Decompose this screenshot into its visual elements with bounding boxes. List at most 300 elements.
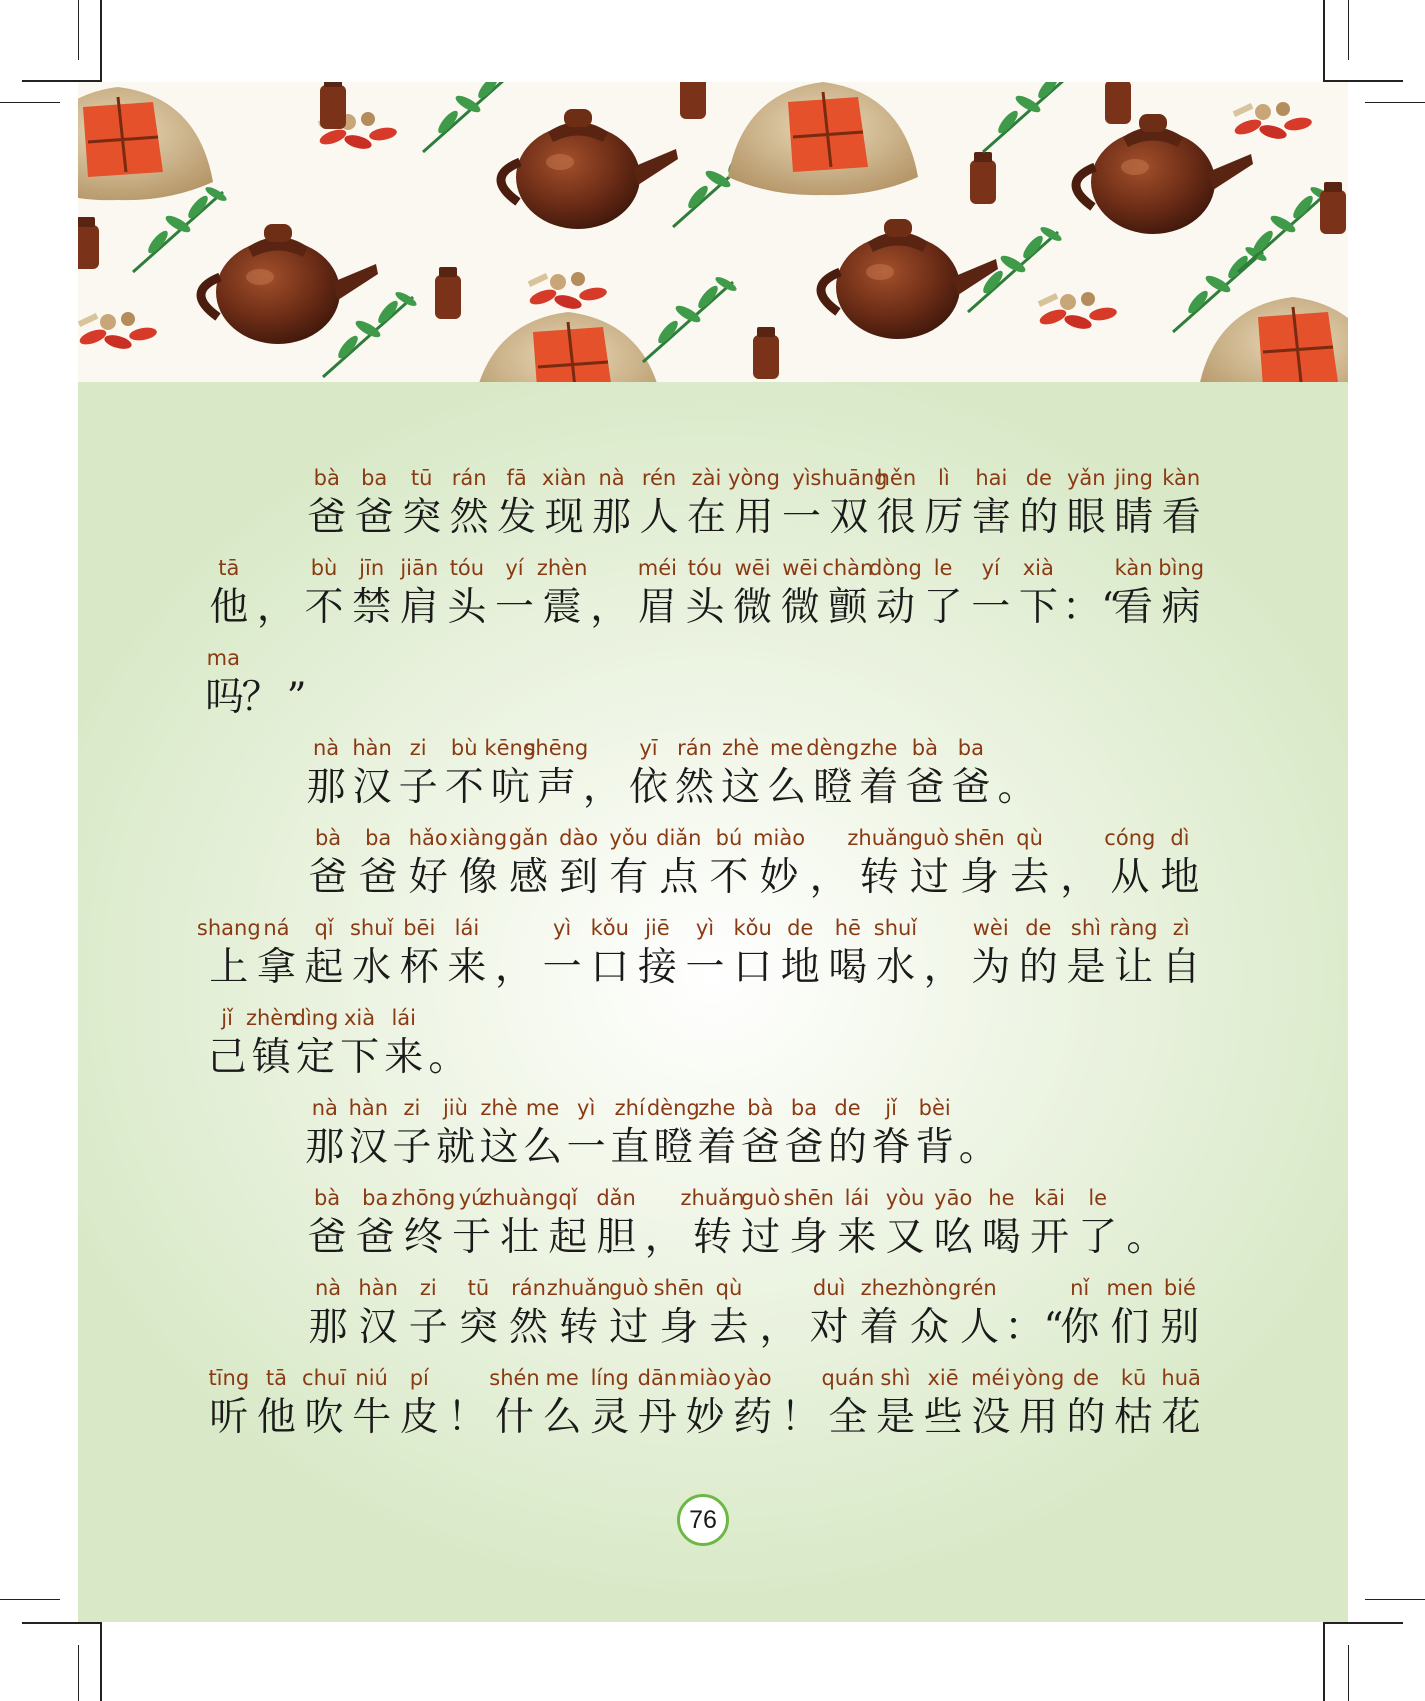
hanzi-character: 瞪 xyxy=(813,765,853,810)
pinyin-syllable: le xyxy=(1088,1186,1108,1210)
crop-mark-top-right-h2 xyxy=(1365,102,1425,103)
hanzi-character: 们 xyxy=(1110,1305,1150,1350)
hanzi-character: 病 xyxy=(1161,585,1201,630)
pinyin-syllable: shuǐ xyxy=(873,916,918,940)
hanzi-character: 又 xyxy=(885,1215,925,1260)
pinyin-syllable: qǐ xyxy=(558,1186,578,1210)
pinyin-syllable: yòu xyxy=(885,1186,925,1210)
hanzi-character: 到 xyxy=(559,855,599,900)
pinyin-syllable: ràng xyxy=(1109,916,1158,940)
hanzi-character: 是 xyxy=(875,1395,915,1440)
pinyin-syllable: bà xyxy=(313,1186,341,1210)
hanzi-character: 着 xyxy=(859,765,899,810)
hanzi-character: ” xyxy=(286,675,307,720)
hanzi-character: 己 xyxy=(207,1035,247,1080)
hanzi-character: 然 xyxy=(675,765,715,810)
hanzi-character: 的 xyxy=(1066,1395,1106,1440)
crop-mark-top-left-v2 xyxy=(78,0,79,60)
hanzi-character: 么 xyxy=(523,1125,563,1170)
pinyin-syllable: zhuǎn xyxy=(546,1276,611,1300)
text-line xyxy=(303,1183,1170,1273)
pinyin-syllable: quán xyxy=(821,1366,875,1390)
pinyin-syllable: jǐ xyxy=(221,1006,233,1030)
pinyin-syllable: me xyxy=(769,736,804,760)
pinyin-syllable: lái xyxy=(844,1186,870,1210)
crop-mark-bottom-right-v xyxy=(1323,1622,1325,1701)
pinyin-syllable: zhuàng xyxy=(481,1186,559,1210)
pinyin-syllable: xià xyxy=(344,1006,376,1030)
pinyin-syllable: bù xyxy=(310,556,338,580)
hanzi-character: 来 xyxy=(837,1215,877,1260)
hanzi-character: 眉 xyxy=(637,585,677,630)
hanzi-character: 花 xyxy=(1161,1395,1201,1440)
hanzi-character: 瞪 xyxy=(653,1125,693,1170)
hanzi-character: 下 xyxy=(1018,585,1058,630)
pinyin-syllable: shang xyxy=(196,916,261,940)
pinyin-syllable: zi xyxy=(403,1096,421,1120)
hanzi-character: 直 xyxy=(610,1125,650,1170)
pinyin-syllable: yòng xyxy=(728,466,780,490)
pinyin-syllable: qù xyxy=(715,1276,743,1300)
crop-mark-bottom-left-h xyxy=(22,1622,102,1624)
hanzi-character: ， xyxy=(1060,855,1100,900)
pinyin-syllable: me xyxy=(525,1096,560,1120)
hanzi-character: 。 xyxy=(958,1125,998,1170)
hanzi-character: 。 xyxy=(428,1035,468,1080)
hanzi-character: 药 xyxy=(733,1395,773,1440)
hanzi-character: 镇 xyxy=(251,1035,291,1080)
hanzi-character: 的 xyxy=(1018,945,1058,990)
pinyin-syllable: dì xyxy=(1170,826,1190,850)
hanzi-character: 爸 xyxy=(354,495,394,540)
hanzi-character: 像 xyxy=(458,855,498,900)
hanzi-character: 是 xyxy=(1066,945,1106,990)
pinyin-syllable: rén xyxy=(962,1276,997,1300)
pinyin-syllable: shēng xyxy=(524,736,589,760)
pinyin-syllable: zhe xyxy=(860,736,898,760)
pinyin-syllable: me xyxy=(545,1366,579,1390)
pinyin-syllable: yì xyxy=(792,466,811,490)
pinyin-syllable: chàn xyxy=(822,556,874,580)
pinyin-syllable: rán xyxy=(511,1276,546,1300)
pinyin-syllable: zhuǎn xyxy=(680,1186,745,1210)
pinyin-syllable: pí xyxy=(409,1366,429,1390)
pinyin-syllable: zì xyxy=(1172,916,1190,940)
pinyin-syllable: nà xyxy=(314,1276,342,1300)
hanzi-character: 子 xyxy=(398,765,438,810)
pinyin-syllable: rán xyxy=(677,736,712,760)
hanzi-character: 灵 xyxy=(590,1395,630,1440)
pinyin-syllable: cóng xyxy=(1104,826,1156,850)
pinyin-syllable: hàn xyxy=(358,1276,398,1300)
pinyin-syllable: zhí xyxy=(614,1096,645,1120)
hanzi-character: 什 xyxy=(495,1395,535,1440)
hanzi-character: 妙 xyxy=(759,855,799,900)
hanzi-character: 一 xyxy=(971,585,1011,630)
hanzi-character: 你 xyxy=(1060,1305,1100,1350)
hanzi-character: 众 xyxy=(909,1305,949,1350)
hanzi-character: 头 xyxy=(685,585,725,630)
pinyin-syllable: kàn xyxy=(1114,556,1153,580)
crop-mark-bottom-left-h2 xyxy=(0,1599,60,1600)
pinyin-syllable: yòng xyxy=(1012,1366,1065,1390)
hanzi-character: 。 xyxy=(1126,1215,1166,1260)
pinyin-syllable: dìng xyxy=(292,1006,339,1030)
pinyin-syllable: lì xyxy=(938,466,950,490)
hanzi-character: 双 xyxy=(829,495,869,540)
pinyin-syllable: bēi xyxy=(403,916,436,940)
hanzi-character: 用 xyxy=(1018,1395,1058,1440)
hanzi-character: 一 xyxy=(566,1125,606,1170)
hanzi-character: 吆 xyxy=(933,1215,973,1260)
hanzi-character: 身 xyxy=(659,1305,699,1350)
hanzi-character: 让 xyxy=(1114,945,1154,990)
hanzi-character: ， xyxy=(256,585,296,630)
pinyin-syllable: duì xyxy=(812,1276,846,1300)
hanzi-character: 突 xyxy=(402,495,442,540)
hanzi-character: 一 xyxy=(542,945,582,990)
hanzi-character: 起 xyxy=(548,1215,588,1260)
hanzi-character: 一 xyxy=(685,945,725,990)
hanzi-character: 了 xyxy=(923,585,963,630)
hanzi-character: 禁 xyxy=(352,585,392,630)
pinyin-syllable: bà xyxy=(314,826,342,850)
hanzi-character: 好 xyxy=(408,855,448,900)
pinyin-syllable: gǎn xyxy=(508,826,549,850)
pinyin-syllable: de xyxy=(834,1096,861,1120)
hanzi-character: 微 xyxy=(733,585,773,630)
pinyin-syllable: bú xyxy=(715,826,743,850)
hanzi-character: 爸 xyxy=(740,1125,780,1170)
hanzi-character: 来 xyxy=(447,945,487,990)
page-number: 76 xyxy=(677,1494,729,1546)
pinyin-syllable: shēn xyxy=(783,1186,834,1210)
pinyin-syllable: diǎn xyxy=(656,826,702,850)
pinyin-syllable: hàn xyxy=(348,1096,389,1120)
pinyin-syllable: jiē xyxy=(645,916,670,940)
hanzi-character: 汉 xyxy=(358,1305,398,1350)
hanzi-character: 爸 xyxy=(355,1215,395,1260)
pinyin-syllable: shēn xyxy=(653,1276,705,1300)
pinyin-syllable: ná xyxy=(263,916,290,940)
hanzi-character: 来 xyxy=(384,1035,424,1080)
hanzi-character: 依 xyxy=(628,765,668,810)
pinyin-syllable: yí xyxy=(981,556,1000,580)
pinyin-syllable: bà xyxy=(911,736,938,760)
pinyin-syllable: jiù xyxy=(442,1096,468,1120)
crop-mark-bottom-right-v2 xyxy=(1348,1645,1349,1701)
hanzi-character: 全 xyxy=(828,1395,868,1440)
hanzi-character: 他 xyxy=(256,1395,296,1440)
pinyin-syllable: tóu xyxy=(449,556,485,580)
decorative-banner xyxy=(78,82,1348,382)
pinyin-syllable: shì xyxy=(880,1366,911,1390)
pinyin-syllable: bié xyxy=(1163,1276,1196,1300)
pinyin-syllable: yì xyxy=(553,916,572,940)
text-line xyxy=(205,553,1205,643)
pinyin-syllable: yī xyxy=(639,736,658,760)
pinyin-syllable: xià xyxy=(1022,556,1054,580)
hanzi-character: 突 xyxy=(458,1305,498,1350)
hanzi-character: 爸 xyxy=(307,495,347,540)
hanzi-character: 现 xyxy=(544,495,584,540)
hanzi-character: 脊 xyxy=(871,1125,911,1170)
pinyin-syllable: wèi xyxy=(972,916,1009,940)
text-line xyxy=(196,913,1205,1003)
pinyin-syllable: nǐ xyxy=(1070,1276,1090,1300)
hanzi-character: 厉 xyxy=(924,495,964,540)
pinyin-syllable: jīn xyxy=(359,556,385,580)
hanzi-character: 爸 xyxy=(358,855,398,900)
hanzi-character: 汉 xyxy=(348,1125,388,1170)
pinyin-syllable: shuāng xyxy=(810,466,888,490)
hanzi-character: 子 xyxy=(392,1125,432,1170)
hanzi-character: 着 xyxy=(859,1305,899,1350)
text-line xyxy=(303,1093,1000,1183)
pinyin-syllable: men xyxy=(1106,1276,1154,1300)
hanzi-character: ：“ xyxy=(1004,1305,1064,1350)
hanzi-character: 起 xyxy=(304,945,344,990)
hanzi-character: 转 xyxy=(859,855,899,900)
pinyin-syllable: jiān xyxy=(400,556,439,580)
hanzi-character: 这 xyxy=(721,765,761,810)
hanzi-character: 背 xyxy=(915,1125,955,1170)
pinyin-syllable: zhèn xyxy=(245,1006,297,1030)
pinyin-syllable: nà xyxy=(311,1096,338,1120)
hanzi-character: 发 xyxy=(497,495,537,540)
pinyin-syllable: shēn xyxy=(954,826,1005,850)
hanzi-character: 喝 xyxy=(981,1215,1021,1260)
hanzi-character: 汉 xyxy=(352,765,392,810)
pinyin-syllable: niú xyxy=(355,1366,388,1390)
pinyin-syllable: chuī xyxy=(302,1366,347,1390)
pinyin-syllable: shuǐ xyxy=(349,916,394,940)
pinyin-syllable: hàn xyxy=(352,736,392,760)
pinyin-syllable: dào xyxy=(559,826,599,850)
pinyin-syllable: tū xyxy=(467,1276,490,1300)
pinyin-syllable: zhōng xyxy=(391,1186,456,1210)
hanzi-character: ， xyxy=(809,855,849,900)
pinyin-syllable: de xyxy=(1025,916,1052,940)
hanzi-character: 于 xyxy=(452,1215,492,1260)
hanzi-character: ， xyxy=(759,1305,799,1350)
pinyin-syllable: kū xyxy=(1120,1366,1147,1390)
hanzi-character: 水 xyxy=(875,945,915,990)
hanzi-character: ：“ xyxy=(1062,585,1122,630)
crop-mark-top-left-v xyxy=(100,0,102,82)
hanzi-character: 头 xyxy=(447,585,487,630)
pinyin-syllable: bèi xyxy=(918,1096,951,1120)
hanzi-character: 震 xyxy=(542,585,582,630)
pinyin-syllable: de xyxy=(787,916,814,940)
pinyin-syllable: líng xyxy=(590,1366,629,1390)
hanzi-character: ， xyxy=(495,945,535,990)
pinyin-syllable: yú xyxy=(458,1186,485,1210)
hanzi-character: 转 xyxy=(692,1215,732,1260)
pinyin-syllable: shén xyxy=(489,1366,540,1390)
hanzi-character: 么 xyxy=(767,765,807,810)
hanzi-character: 过 xyxy=(609,1305,649,1350)
pinyin-syllable: ba xyxy=(790,1096,818,1120)
pinyin-syllable: dān xyxy=(637,1366,678,1390)
pinyin-syllable: yì xyxy=(695,916,715,940)
crop-mark-bottom-left-v xyxy=(100,1622,102,1701)
crop-mark-bottom-right-h xyxy=(1323,1622,1403,1624)
pinyin-syllable: nà xyxy=(312,736,340,760)
hanzi-character: 么 xyxy=(542,1395,582,1440)
hanzi-character: 这 xyxy=(479,1125,519,1170)
pinyin-syllable: bà xyxy=(747,1096,774,1120)
hanzi-character: 转 xyxy=(559,1305,599,1350)
hanzi-character: 一 xyxy=(495,585,535,630)
hanzi-character: 自 xyxy=(1161,945,1201,990)
hanzi-character: 一 xyxy=(781,495,821,540)
pinyin-syllable: huā xyxy=(1161,1366,1201,1390)
hanzi-character: 有 xyxy=(609,855,649,900)
pinyin-syllable: wēi xyxy=(734,556,771,580)
crop-mark-bottom-left-v2 xyxy=(78,1645,79,1701)
pinyin-syllable: zhe xyxy=(860,1276,898,1300)
hanzi-character: 着 xyxy=(697,1125,737,1170)
pinyin-syllable: rán xyxy=(451,466,487,490)
hanzi-character: 的 xyxy=(828,1125,868,1170)
pinyin-syllable: kāi xyxy=(1034,1186,1066,1210)
pinyin-syllable: yì xyxy=(577,1096,596,1120)
hanzi-character: 。 xyxy=(997,765,1037,810)
text-line xyxy=(303,823,1205,913)
hanzi-character: 牛 xyxy=(352,1395,392,1440)
pinyin-syllable: guò xyxy=(740,1186,781,1210)
pinyin-syllable: kǒu xyxy=(590,916,629,940)
hanzi-character: 那 xyxy=(308,1305,348,1350)
hanzi-character: 口 xyxy=(590,945,630,990)
hanzi-character: 枯 xyxy=(1114,1395,1154,1440)
pinyin-syllable: hē xyxy=(834,916,861,940)
pinyin-syllable: zài xyxy=(691,466,722,490)
pinyin-syllable: guò xyxy=(909,826,950,850)
hanzi-character: 看 xyxy=(1114,585,1154,630)
pinyin-syllable: le xyxy=(933,556,953,580)
pinyin-syllable: jǐ xyxy=(885,1096,897,1120)
hanzi-character: 妙 xyxy=(685,1395,725,1440)
pinyin-syllable: de xyxy=(1025,466,1052,490)
hanzi-character: 在 xyxy=(687,495,727,540)
hanzi-character: 丹 xyxy=(637,1395,677,1440)
pinyin-syllable: hěn xyxy=(876,466,917,490)
hanzi-character: 地 xyxy=(1160,855,1200,900)
hanzi-character: 用 xyxy=(734,495,774,540)
hanzi-character: 那 xyxy=(592,495,632,540)
hanzi-character: 不 xyxy=(444,765,484,810)
hanzi-character: 颤 xyxy=(828,585,868,630)
hanzi-character: 杯 xyxy=(399,945,439,990)
hanzi-character: 皮 xyxy=(399,1395,439,1440)
pinyin-syllable: zhuǎn xyxy=(847,826,912,850)
hanzi-character: ， xyxy=(923,945,963,990)
hanzi-character: 睛 xyxy=(1114,495,1154,540)
pinyin-syllable: tā xyxy=(218,556,240,580)
pinyin-syllable: zhè xyxy=(480,1096,518,1120)
hanzi-character: 些 xyxy=(923,1395,963,1440)
pinyin-syllable: ba xyxy=(957,736,984,760)
hanzi-character: 害 xyxy=(971,495,1011,540)
hanzi-character: 喝 xyxy=(828,945,868,990)
hanzi-character: 身 xyxy=(959,855,999,900)
hanzi-character: 身 xyxy=(789,1215,829,1260)
hanzi-character: 壮 xyxy=(500,1215,540,1260)
hanzi-character: 不 xyxy=(304,585,344,630)
hanzi-character: 上 xyxy=(209,945,249,990)
pinyin-syllable: dèng xyxy=(646,1096,700,1120)
pinyin-syllable: bìng xyxy=(1158,556,1205,580)
pinyin-syllable: shì xyxy=(1070,916,1101,940)
pinyin-syllable: miào xyxy=(678,1366,731,1390)
pinyin-syllable: zi xyxy=(409,736,427,760)
hanzi-character: 口 xyxy=(733,945,773,990)
hanzi-character: 不 xyxy=(709,855,749,900)
hanzi-character: ， xyxy=(582,765,622,810)
pinyin-syllable: ba xyxy=(361,466,388,490)
hanzi-character: 人 xyxy=(959,1305,999,1350)
hanzi-character: 拿 xyxy=(256,945,296,990)
hanzi-character: 那 xyxy=(305,1125,345,1170)
pinyin-syllable: zhe xyxy=(698,1096,736,1120)
pinyin-syllable: zhèn xyxy=(536,556,588,580)
hanzi-character: 吹 xyxy=(304,1395,344,1440)
pinyin-syllable: kǒu xyxy=(733,916,772,940)
hanzi-character: 对 xyxy=(809,1305,849,1350)
hanzi-character: 接 xyxy=(637,945,677,990)
hanzi-character: 去 xyxy=(1010,855,1050,900)
hanzi-character: 别 xyxy=(1160,1305,1200,1350)
pinyin-syllable: ba xyxy=(362,1186,389,1210)
pinyin-syllable: zhòng xyxy=(897,1276,962,1300)
hanzi-character: 去 xyxy=(709,1305,749,1350)
hanzi-character: 人 xyxy=(639,495,679,540)
pinyin-syllable: fā xyxy=(506,466,527,490)
hanzi-character: 很 xyxy=(876,495,916,540)
hanzi-character: 爸 xyxy=(307,1215,347,1260)
hanzi-character: 看 xyxy=(1161,495,1201,540)
text-line xyxy=(303,733,1040,823)
pinyin-syllable: lái xyxy=(454,916,480,940)
hanzi-character: 声 xyxy=(536,765,576,810)
hanzi-character: 开 xyxy=(1030,1215,1070,1260)
pinyin-syllable: dǎn xyxy=(596,1186,636,1210)
hanzi-character: 听 xyxy=(209,1395,249,1440)
hanzi-character: 的 xyxy=(1019,495,1059,540)
crop-mark-top-left-h2 xyxy=(0,102,60,103)
text-line xyxy=(205,1363,1205,1453)
hanzi-character: 就 xyxy=(435,1125,475,1170)
hanzi-character: 了 xyxy=(1078,1215,1118,1260)
pinyin-syllable: rén xyxy=(641,466,677,490)
pinyin-syllable: tū xyxy=(410,466,433,490)
hanzi-character: 没 xyxy=(971,1395,1011,1440)
pinyin-syllable: yāo xyxy=(934,1186,973,1210)
pinyin-syllable: dòng xyxy=(869,556,922,580)
text-line xyxy=(303,463,1205,553)
pinyin-syllable: yǎn xyxy=(1067,466,1106,490)
hanzi-character: 然 xyxy=(508,1305,548,1350)
pinyin-syllable: guò xyxy=(608,1276,649,1300)
pinyin-syllable: xiàng xyxy=(449,826,508,850)
hanzi-character: 微 xyxy=(780,585,820,630)
pinyin-syllable: ma xyxy=(206,646,240,670)
hanzi-character: 爸 xyxy=(784,1125,824,1170)
hanzi-character: ？ xyxy=(241,675,281,720)
hanzi-character: 子 xyxy=(408,1305,448,1350)
